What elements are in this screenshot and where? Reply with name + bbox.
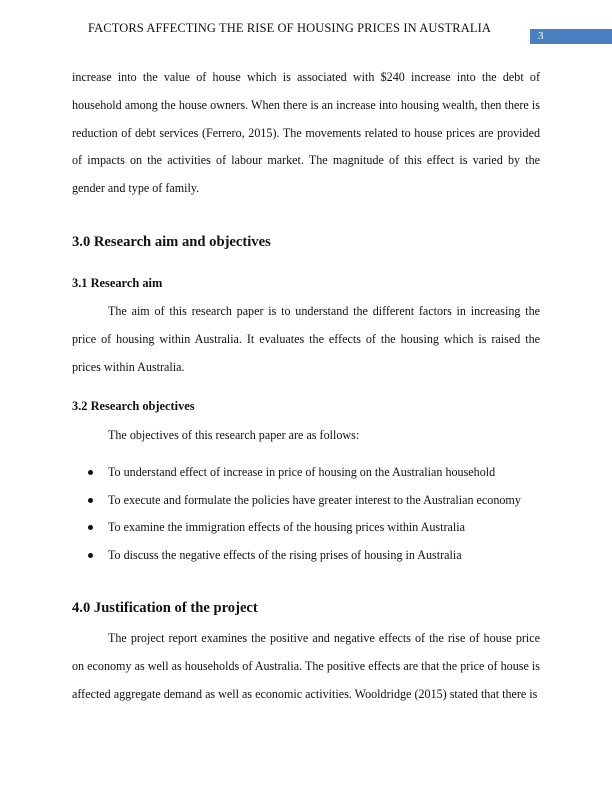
research-aim-heading: 3.1 Research aim <box>72 276 163 290</box>
list-item <box>72 487 542 515</box>
section-4-heading: 4.0 Justification of the project <box>72 600 258 616</box>
running-header: FACTORS AFFECTING THE RISE OF HOUSING PRICES IN AUSTRALIA <box>88 21 491 35</box>
objective-text: To execute and formulate the policies have greater interest to the Australian economy <box>108 492 521 507</box>
intro-paragraph: increase into the value of house which is associated with $240 increase into the debt of household among the house owners. When there is an increase into housing wealth, then there is reduction of debt services (Ferrero, 2015). The movements related to house prices are provided of impacts on the activities of labour market. The magnitude of this effect is varied by the gender and type of family. <box>72 70 540 196</box>
list-item <box>72 459 542 487</box>
objectives-intro: The objectives of this research paper are as follows: <box>108 428 360 442</box>
objective-text: To examine the immigration effects of the housing prices within Australia <box>108 520 465 535</box>
research-objectives-heading: 3.2 Research objectives <box>72 399 195 413</box>
bullet-icon <box>88 498 93 503</box>
research-aim-paragraph: The aim of this research paper is to understand the different factors in increasing the price of housing within Australia. It evaluates the effects of the housing which is raised the prices within Australia. <box>72 304 540 374</box>
objective-text: To understand effect of increase in price of housing on the Australian household <box>108 465 496 479</box>
page-number: 3 <box>538 30 544 42</box>
objective-text: To discuss the negative effects of the rising prises of housing in Australia <box>108 548 462 563</box>
bullet-icon <box>88 470 93 475</box>
list-item <box>72 514 542 542</box>
list-item <box>72 542 542 570</box>
objectives-list <box>72 459 542 570</box>
justification-paragraph: The project report examines the positive and negative effects of the rise of house price on economy as well as households of Australia. The positive effects are that the price of house is affected aggregate demand as well as economic activities. Wooldridge (2015) stated that there is <box>72 631 540 701</box>
section-3-heading: 3.0 Research aim and objectives <box>72 234 271 250</box>
bullet-icon <box>88 525 93 530</box>
page-number-badge <box>530 29 612 44</box>
bullet-icon <box>88 553 93 558</box>
